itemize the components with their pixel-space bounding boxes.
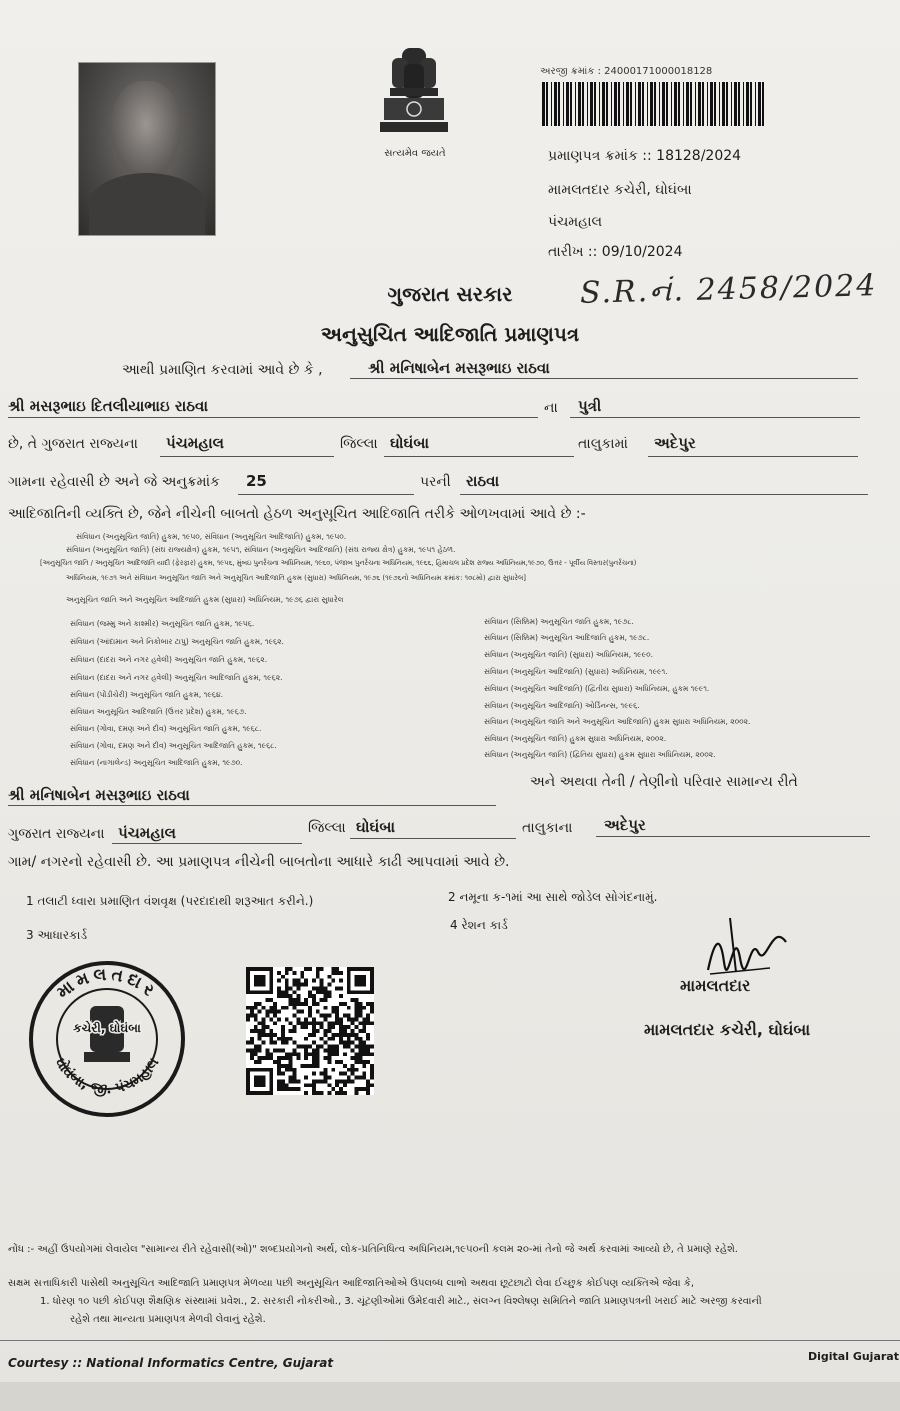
of-label: ના [544,400,558,416]
on-label: પરની [420,474,451,490]
government-title: ગુજરાત સરકાર [387,282,513,306]
barcode [540,82,770,126]
taluka-value: ઘોઘંબા [390,434,430,452]
document-item: 1 તલાટી ધ્વારા પ્રમાણિત વંશવૃક્ષ (પરદાદાથી શરૂઆત કરીને.) [26,894,314,908]
order-line: સંવિધાન (જમ્મુ અને કાશ્મીર) અનુસૂચિત જાતિ હુકમ, ૧૯૫૬. [70,619,255,628]
order-line: સંવિધાન (અનુસૂચિત જાતિ અને અનુસૂચિત આદિજાતિ) હુકમ સુધારા અધિનિયમ, ૨૦૦૨. [484,717,751,726]
order-line: [અનુસૂચિત જાતિ / અનુસૂચિત આદિજાતિ યાદી (ફેરફાર) હુકમ, ૧૯૫૬, મુંબઇ પુનર્રચના અધિનિયમ, ૧૯૬૦, પંજાબ પુનર્રચના અધિનિયમ, ૧૯૬૬, હિમાચલ પ્રદેશ રાજ્ય અધિનિયમ,૧૯૭૦, ઉત્તર - પૂર્વીય વિસ્તાર(પુનર્રચના) [40,559,637,567]
relation: પુત્રી [578,397,602,415]
resident-statement: ગામ/ નગરનો રહેવાસી છે. આ પ્રમાણપત્ર નીચેની બાબતોના આધારે કાઢી આપવામાં આવે છે. [8,854,510,870]
order-line: સંવિધાન (અનુસૂચિત આદિજાતિ) ઓર્ડિનન્સ, ૧૯૯૬. [484,701,640,710]
order-line: સંવિધાન (પોંડીચેરી) અનુસૂચિત જાતિ હુકમ, ૧૯૬૪. [70,690,224,699]
footnote: નોંધ :- અહીં ઉપયોગમાં લેવાયેલ "સામાન્ય રીતે રહેવાસી(ઓ)" શબ્દપ્રયોગનો અર્થ, લોક-પ્રતિનિધિત્વ અધિનિયમ,૧૯૫૦ની કલમ ૨૦-માં તેનો જે અર્થ કરવામાં આવ્યો છે, તે પ્રમાણે રહેશે. [8,1244,738,1255]
order-line: સંવિધાન (નાગાલેન્ડ) અનુસૂચિત આદિજાતિ હુકમ, ૧૯૭૦. [70,758,243,767]
order-line: સંવિધાન (દાદરા અને નગર હવેલી) અનુસૂચિત જાતિ હુકમ, ૧૯૬૨. [70,655,268,664]
order-line: સંવિધાન (અનુસૂચિત જાતિ) હુકમ સુધારા અધિનિયમ, ૨૦૦૨. [484,734,667,743]
benefit-items: 1. ધોરણ ૧૦ પછી કોઈપણ શૈક્ષણિક સંસ્થામાં પ્રવેશ., 2. સરકારી નોકરીઓ., 3. ચૂંટણીઓમાં ઉમેદવારી માટે., સંલગ્ન વિશ્લેષણ સમિતિને જાતિ પ્રમાણપત્રની ખરાઈ માટે અરજી કરવાની [40,1296,762,1307]
taluka-label: તાલુકામાં [578,436,628,452]
tribe-statement: આદિજાતિની વ્યક્તિ છે, જેને નીચેની બાબતો હેઠળ અનુસૂચિત આદિજાતિ તરીકે ઓળખવામાં આવે છે :- [8,506,586,522]
qr-code [246,967,374,1095]
order-line: સંવિધાન (અનુસૂચિત જાતિ) (સુધારા) અધિનિયમ, ૧૯૯૦. [484,650,653,659]
benefit-note: સક્ષમ સત્તાધિકારી પાસેથી અનુસૂચિત આદિજાતિ પ્રમાણપત્ર મેળવ્યા પછી અનુસૂચિત આદિજાતિઓએ ઉપલબ્ધ લાભો અથવા છૂટછાટો લેવા ઈચ્છુક કોઈપણ વ્યક્તિએ જેવા કે, [8,1278,695,1289]
order-line: સંવિધાન (સિક્કિમ) અનુસૂચિત જાતિ હુકમ, ૧૯૭૮. [484,617,634,626]
order-line: સંવિધાન (અનુસૂચિત આદિજાતિ) (સુધારા) અધિનિયમ, ૧૯૯૧. [484,667,668,676]
document-item: 2 નમૂના ક-૧માં આ સાથે જોડેલ સોગંદનામું. [448,890,658,904]
certificate-title: અનુસુચિત આદિજાતિ પ્રમાણપત્ર [320,322,580,346]
family-label: અને અથવા તેની / તેણીનો પરિવાર સામાન્ય રીતે [530,774,798,790]
order-line: અધિનિયમ, ૧૯૭૧ અને સંવિધાન અનુસૂચિત જાતિ અને અનુસૂચિત આદિજાતિ હુકમ (સુધારા) અધિનિયમ, ૧૯૭૬ (૧૯૭૬નો અધિનિયમ ક્રમાંક: ૧૦૮મો) દ્વારા સુધારેલ] [66,574,527,582]
issue-date: તારીખ :: 09/10/2024 [548,244,683,260]
certify-label: આથી પ્રમાણિત કરવામાં આવે છે કે , [122,362,323,378]
order-line: સંવિધાન (અનુસૂચિત આદિજાતિ) (દ્વિતીય સુધારા) અધિનિયમ, હુકમ ૧૯૯૧. [484,684,710,693]
issuing-office: મામલતદાર કચેરી, ઘોઘંબા [548,182,692,198]
state-label: છે, તે ગુજરાત રાજ્યના [8,436,138,452]
photo-face [111,81,181,177]
certificate-number: પ્રમાણપત્ર ક્રમાંક :: 18128/2024 [548,148,742,164]
order-line: સંવિધાન (આંદામાન અને નિકોબાર ટાપુ) અનુસૂચિત જાતિ હુકમ, ૧૯૬૨. [70,637,284,646]
order-line: સંવિધાન (ગોવા, દમણ અને દીવ) અનુસૂચિત આદિજાતિ હુકમ, ૧૯૬૮. [70,741,277,750]
seal-top-text: મામલતદાર [53,964,162,1004]
office-district: પંચમહાલ [548,214,603,230]
signatory-office: મામલતદાર કચેરી, ઘોઘંબા [644,1020,811,1039]
resident-label: ગામના રહેવાસી છે અને જે અનુક્રમાંક [8,474,220,490]
taluka-label-2: તાલુકાના [522,820,573,836]
svg-text:મામલતદાર [53,965,161,1003]
document-item: 4 રેશન કાર્ડ [450,918,508,932]
signatory-title: મામલતદાર [680,976,751,995]
order-line: અનુસૂચિત જાતિ અને અનુસૂચિત આદિજાતિ હુકમ (સુધારા) અધિનિયમ, ૧૯૭૬ દ્વારા સુધારેલ [66,595,344,604]
order-line: સંવિધાન અનુસૂચિત આદિજાતિ (ઉત્તર પ્રદેશ) હુકમ, ૧૯૬૭. [70,707,247,716]
courtesy-text: Courtesy :: National Informatics Centre, Gujarat [8,1356,334,1370]
village-value: અદેપુર [654,434,696,452]
holder-name: શ્રી મનિષાબેન મસરૂભાઇ રાઠવા [368,359,550,377]
application-number: અરજી ક્રમાંક : 24000171000018128 [540,66,713,77]
taluka-value-2: ઘોઘંબા [356,818,396,836]
state-label-2: ગુજરાત રાજ્યના [8,826,105,842]
order-line: સંવિધાન (અનુસૂચિત જાતિ) (દ્વિતિય સુધારા) હુકમ સુધારા અધિનિયમ, ૨૦૦૨. [484,750,716,759]
father-name: શ્રી મસરૂભાઇ દિતલીયાભાઇ રાઠવા [8,397,209,415]
order-line: સંવિધાન (ગોવા, દમણ અને દીવ) અનુસૂચિત જાતિ હુકમ, ૧૯૬૮. [70,724,262,733]
order-line: સંવિધાન (દાદરા અને નગર હવેલી) અનુસૂચિત આદિજાતિ હુકમ, ૧૯૬૨. [70,673,283,682]
national-emblem-icon [376,44,452,144]
order-line: સંવિધાન (અનુસૂચિત જાતિ) (સંઘ રાજ્યક્ષેત્ર) હુકમ, ૧૯૫૧, સંવિધાન (અનુસૂચિત આદિજાતિ) (સંઘ રાજ્ય ક્ષેત્ર) હુકમ, ૧૯૫૧ હેઠળ. [66,545,456,554]
district-label: જિલ્લા [340,436,378,452]
seal-bottom-text: ઘોઘંબા, જી. પંચમહાલ [51,1055,163,1098]
handwritten-serial: S.R.નં. 2458/2024 [579,268,878,311]
district-value: પંચમહાલ [166,434,225,452]
tribe-value: રાઠવા [466,472,500,490]
page-bottom-edge [0,1382,900,1411]
photo-body [89,173,205,235]
order-line: સંવિધાન (અનુસૂચિત જાતિ) હુકમ, ૧૯૫૦, સંવિધાન (અનુસૂચિત આદિજાતિ) હુકમ, ૧૯૫૦. [76,532,347,541]
district-label-2: જિલ્લા [308,820,346,836]
office-seal [28,960,186,1118]
district-value-2: પંચમહાલ [118,824,177,842]
holder-name-repeat: શ્રી મનિષાબેન મસરૂભાઇ રાઠવા [8,786,190,804]
seal-middle-text: કચેરી, ઘોઘંબા [73,1021,141,1035]
serial-number: 25 [246,472,267,490]
benefit-items-cont: રહેશે તથા માન્યતા પ્રમાણપત્ર મેળવી લેવાનું રહેશે. [70,1314,266,1325]
digital-gujarat-label: Digital Gujarat [808,1350,899,1363]
emblem-caption: સત્યમેવ જયતે [384,148,446,159]
document-item: 3 આધારકાર્ડ [26,928,88,942]
signature-scribble [700,912,790,982]
applicant-photo [78,62,216,236]
village-value-2: અદેપુર [604,816,646,834]
order-line: સંવિધાન (સિક્કિમ) અનુસૂચિત આદિજાતિ હુકમ, ૧૯૭૮. [484,633,650,642]
